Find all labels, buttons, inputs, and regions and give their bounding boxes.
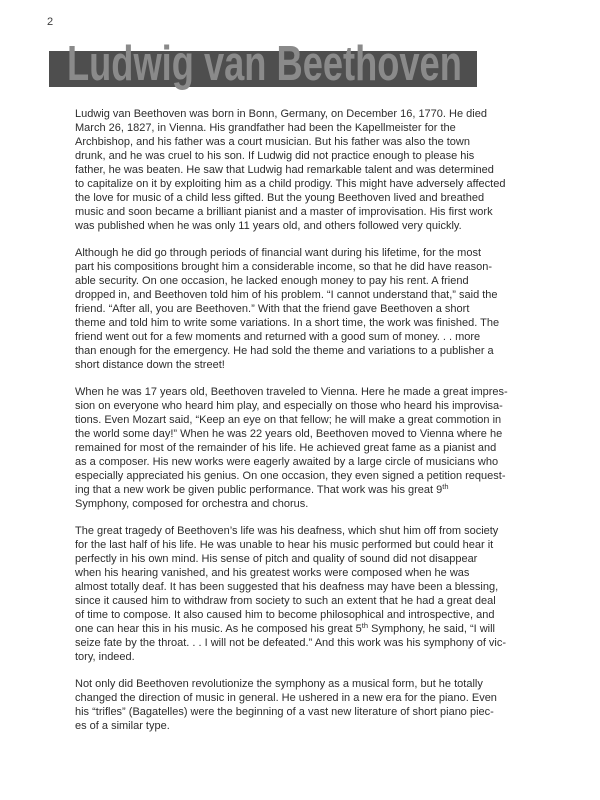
text-line: March 26, 1827, in Vienna. His grandfather had been the Kapellmeister for the [75,122,456,134]
text-line: as a composer. His new works were eagerly awaited by a large circle of musicians who [75,456,499,468]
text-line: es of a similar type. [75,720,170,732]
text-line: the world some day!” When he was 22 years old, Beethoven moved to Vienna where he [75,428,503,440]
text-line: especially appreciated his genius. On one occasion, they even signed a petition request- [75,470,506,482]
paragraph [75,246,531,372]
text-line: sion on everyone who heard him play, and especially on those who heard his improvisa- [75,400,503,412]
text-line: Not only did Beethoven revolutionize the symphony as a musical form, but he totally [75,678,483,690]
text-line: the love for music of a child less gifted. But the young Beethoven lived and breathed [75,192,485,204]
text-line: tory, indeed. [75,651,135,663]
text-line: The great tragedy of Beethoven’s life was his deafness, which shut him off from society [75,525,499,537]
text-line: seize fate by the throat. . . I will not be defeated.” And this work was his symphony of vic- [75,637,507,649]
title-banner [49,37,477,91]
text-line: remained for most of the remainder of his life. He achieved great fame as a pianist and [75,442,497,454]
text-line: one can hear this in his music. As he composed his great 5th Symphony, he said, “I will [75,621,496,635]
text-line: than enough for the emergency. He had sold the theme and variations to a publisher a [75,345,494,357]
text-line: theme and told him to write some variations. In a short time, the work was finished. The [75,317,500,329]
text-line: when his hearing vanished, and his greatest works were composed when he was [75,567,470,579]
text-line: dropped in, and Beethoven told him of his problem. “I cannot understand that,” said the [75,289,498,301]
superscript: th [442,482,449,491]
text-line: almost totally deaf. It has been suggested that his deafness may have been a blessing, [75,581,499,593]
paragraph [75,524,531,664]
text-line: of time to compose. It also caused him to become philosophical and introspective, and [75,609,495,621]
text-line: to capitalize on it by exploiting him as a child prodigy. This might have adversely affected [75,178,506,190]
paragraph [75,385,531,511]
article-body [75,107,531,746]
text-line: Archbishop, and his father was a court musician. But his father was also the town [75,136,470,148]
superscript: th [361,621,369,630]
page-title: Ludwig van Beethoven [67,37,462,91]
text-line: was published when he was only 11 years old, and others followed very quickly. [75,220,462,232]
text-line: Symphony, composed for orchestra and chorus. [75,498,309,510]
text-line: friend went out for a few moments and returned with a good sum of money. . . more [75,331,481,343]
text-line: able security. On one occasion, he lacked enough money to pay his rent. A friend [75,275,469,287]
text-line: for the last half of his life. He was unable to hear his music performed but could hear it [75,539,494,551]
text-line: music and soon became a brilliant pianist and a master of improvisation. His first work [75,206,493,218]
text-line: Ludwig van Beethoven was born in Bonn, Germany, on December 16, 1770. He died [75,108,487,120]
text-line: ing that a new work be given public performance. That work was his great 9th [75,482,449,496]
text-line: his “trifles” (Bagatelles) were the beginning of a vast new literature of short piano piec- [75,706,494,718]
text-line: Although he did go through periods of financial want during his lifetime, for the most [75,247,482,259]
text-line: drunk, and he was cruel to his son. If Ludwig did not practice enough to please his [75,150,475,162]
text-line: father, he was beaten. He saw that Ludwig had remarkable talent and was determined [75,164,494,176]
text-line: short distance down the street! [75,359,225,371]
text-line: friend. “After all, you are Beethoven.” With that the friend gave Beethoven a short [75,303,470,315]
paragraph [75,107,531,233]
text-line: since it caused him to withdraw from society to such an extent that he had a great deal [75,595,496,607]
text-line: changed the direction of music in general. He ushered in a new era for the piano. Even [75,692,497,704]
paragraph [75,677,531,733]
page-number: 2 [47,16,54,28]
text-line: perfectly in his own mind. His sense of pitch and quality of sound did not disappear [75,553,478,565]
text-line: When he was 17 years old, Beethoven traveled to Vienna. Here he made a great impres- [75,386,508,398]
text-line: tions. Even Mozart said, “Keep an eye on that fellow; he will make a great commotion in [75,414,502,426]
text-line: part his compositions brought him a considerable income, so that he did have reason- [75,261,493,273]
